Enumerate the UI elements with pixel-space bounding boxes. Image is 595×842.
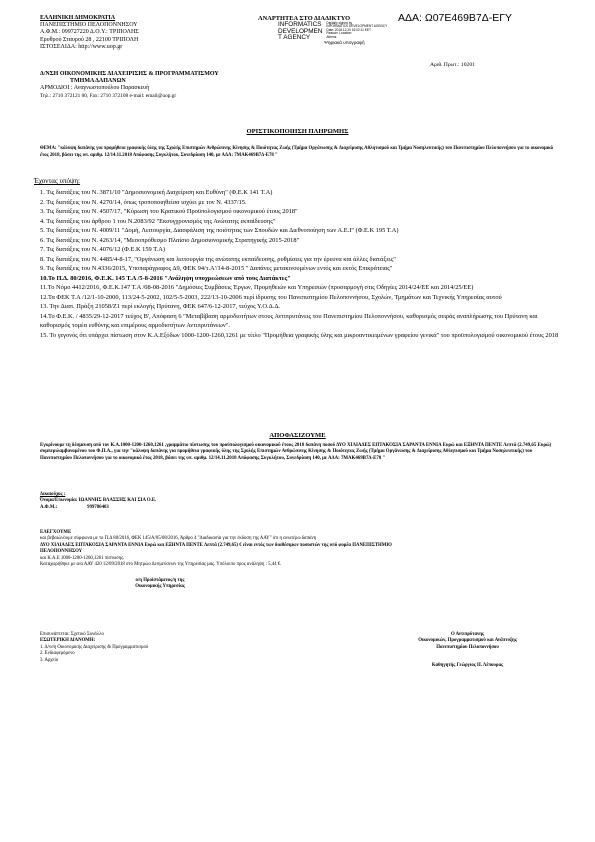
decision-text: Εγκρίνουμε τη δέσμευση από τον Κ.Α.1000-1200-1260,1261 ,γραμμάτιο πίστωσης του προϋπολογισμού οικονομικού έτους 2018 δαπάνη ποσού ΔΥΟ ΧΙΛΙΑΔΕΣ ΕΠΤΑΚΟΣΙΑ ΣΑΡΑΝΤΑ ΕΝΝΙΑ Ευρώ και ΕΞΗΝΤΑ ΠΕΝΤΕ Λεπτά (2.749,65 Ευρώ) συμπεριλαμβανομένου του Φ.Π.Α., για την "κάλυψη δαπάνης για προμήθεια γραφικής ύλης της Σχολής Επιστημών Ανθρώπινης Κίνησης & Ποιότητας Ζωής (Τμήμα Οργάνωσης & Διαχείρισης Αθλητισμού και Τμήμα Νοσηλευτικής) του Πανεπιστημίου Πελοποννήσου για το οικονομικό έτος 2018, βάσει της υπ. αριθμ. 12/14.11.2018 Απόφασης Συγκλήτου, Συνεδρίαση 140, με ΑΔΑ: 7ΜΑΚ469Β7Δ-Ε78 " bbox=[40, 443, 552, 461]
signatory-block bbox=[380, 632, 555, 670]
internal-item-2: 2. Ενδιαφερόμενο bbox=[40, 651, 75, 657]
attached-note: Επισυνάπτεται: Σχετικό Συνάλλο bbox=[40, 632, 104, 637]
head-service-line-1: ο/η Προϊστάμενος/η της bbox=[135, 578, 185, 583]
signatory-line-1: Ο Αντιπρύτανης bbox=[450, 632, 485, 637]
consideration-item: 1. Τις διατάξεις του Ν. 3871/10 "Δημοσιονομική Διαχείριση και Ευθύνη" (Φ.Ε.Κ 141 Τ.Α) bbox=[40, 189, 273, 196]
signature-line-1: INFORMATICS bbox=[278, 21, 322, 28]
consideration-item: 7. Τις διατάξεις του Ν. 4076/12 (Φ.Ε.Κ 159 Τ.Α) bbox=[40, 246, 166, 253]
signature-small-1: Digitally signed by bbox=[326, 21, 353, 25]
posted-title: ΑΝΑΡΤΗΤΕΑ ΣΤΟ ΔΙΑΔΙΚΤΥΟ bbox=[258, 15, 351, 22]
verify-line-1: και βεβαιώνουμε σύμφωνα με το Π.Δ 80/2016, ΦΕΚ 145/Α/05/08/2016, Άρθρο 4 "Διαδικασία για την έκδοση της ΑΑΥ" ότι η ανωτέρω δαπάνη bbox=[40, 536, 317, 542]
signature-small-2: INFORMATICS DEVELOPMENT AGENCY bbox=[326, 24, 388, 29]
signature-line-2: DEVELOPMEN bbox=[278, 27, 323, 35]
considerations-list bbox=[40, 188, 565, 340]
consideration-item: 11.Το Νόμο 4412/2016, Φ.Ε.Κ.147 Τ.Α /08-08-2016 "Δημόσιες Συμβάσεις Έργων, Προμηθειών και Υπηρεσιών (προσαρμογή στις Οδηγίες 2014/24/ΕΕ και 2014/25/ΕΕ) bbox=[40, 284, 474, 291]
verify-line-3: ΠΕΛΟΠΟΝΝΗΣΟΥ bbox=[40, 549, 83, 555]
beneficiary-heading: Δικαιούχος : bbox=[40, 492, 66, 497]
beneficiary-name: Όνομα/Επωνυμία: ΙΩΑΝΝΗΣ ΒΛΑΣΣΗΣ ΚΑΙ ΣΙΑ Ο.Ε. bbox=[40, 498, 157, 504]
consideration-item: 13. Την Διαπ. Πράξη 21058/Ζ1 περί εκλογής Πρύτανη, ΦΕΚ 647/6-12-2017, τεύχος Υ.Ο.Δ.Δ. bbox=[40, 303, 281, 310]
distribution-block bbox=[40, 632, 148, 664]
verify-line-5: Καταχωρήθηκε με α/α ΑΑΥ 420 12/09/2018 στο Μητρώο Δεσμεύσεων της Υπηρεσίας μας. Υπόλοιπο προς ανάληψη : 5,44 €. bbox=[40, 562, 282, 568]
consideration-item: 8. Τις διατάξεις του Ν. 4485/4-8-17, "Οργάνωση και λειτουργία της ανώτατης εκπαίδευσης, ρυθμίσεις για την έρευνα και άλλες διατάξεις" bbox=[40, 255, 396, 263]
decision-title: ΑΠΟΦΑΣΙΖΟΥΜΕ bbox=[269, 432, 326, 439]
country-heading: ΕΛΛΗΝΙΚΗ ΔΗΜΟΚΡΑΤΙΑ bbox=[40, 15, 116, 21]
internal-distribution-heading: ΕΣΩΤΕΡΙΚΗ ΔΙΑΝΟΜΗ: bbox=[40, 638, 96, 644]
consideration-item: 10.Το Π.Δ. 80/2016, Φ.Ε.Κ. 145 Τ.Α /5-8-2016 "Ανάληψη υποχρεώσεων από τους Διατάκτες" bbox=[40, 274, 291, 282]
signatory-line-2: Οικονομικών, Προγραμματισμού και Ανάπτυξης bbox=[418, 638, 517, 644]
consideration-item: 15. Το γεγονός ότι υπάρχει πίστωση στον Κ.Α.Εξόδων 1000-1200-1260,1261 με τίτλο "Προμήθεια γραφικής ύλης και μικροαντικειμένων γραφείου γενικά" του προϋπολογισμού οικονομικού έτους 2018 bbox=[40, 331, 559, 339]
verify-line-2: ΔΥΟ ΧΙΛΙΑΔΕΣ ΕΠΤΑΚΟΣΙΑ ΣΑΡΑΝΤΑ ΕΝΝΙΑ Ευρώ και ΕΞΗΝΤΑ ΠΕΝΤΕ Λεπτά (2.749,65) € είναι εντός των διαθέσιμων ποσοστών της υπό φορέα ΠΑΝΕΠΙΣΤΗΜΙΟ bbox=[40, 542, 392, 548]
beneficiary-afm-label: Α.Φ.Μ.: bbox=[40, 504, 58, 510]
signatory-name: Καθηγητής Γεώργιος Π. Λέπουρας bbox=[431, 663, 504, 669]
signatory-line-3: Πανεπιστημίου Πελοποννήσου bbox=[436, 644, 499, 650]
consideration-item: 14.Το Φ.Ε.Κ. / 4835/29-12-2017 τεύχος Β', Απόφαση 6 "Μεταβίβαση αρμοδιοτήτων στους Αντιπρυτάνεις του Πανεπιστημίου Πελοποννήσου, καθορισμός σειράς αναπλήρωσης του Πρύτανη και καθορισμός τομέα ευθύνης και επιμέρους αρμοδιοτήτων Αντιπρυτάνεων". bbox=[40, 312, 538, 329]
beneficiary-block bbox=[40, 492, 156, 511]
having-regard-heading: Έχοντας υπόψη: bbox=[34, 177, 80, 185]
internal-item-1: 1. Δ/νση Οικονομικής Διαχείρισης & Προγραμματισμού bbox=[40, 644, 149, 650]
digital-signature-stamp bbox=[278, 22, 387, 45]
university-website: ΙΣΤΟΣΕΛΙΔΑ: http://www.uop.gr bbox=[40, 43, 123, 50]
consideration-item: 4. Τις διατάξεις του άρθρου 1 του Ν.2083/92 "Εκσυγχρονισμός της Ανώτατης εκπαίδευσης" bbox=[40, 217, 276, 225]
verify-line-4: και Κ.Α.Ε 1000-1200-1260,1261 πίστωσης. bbox=[40, 555, 125, 561]
university-name: ΠΑΝΕΠΙΣΤΗΜΙΟ ΠΕΛΟΠΟΝΝΗΣΟΥ bbox=[40, 22, 138, 29]
university-address: Ερυθρού Σταυρού 28 , 22100 ΤΡΙΠΟΛΗ bbox=[40, 36, 139, 43]
consideration-item: 2. Τις διατάξεις του Ν. 4270/14, όπως τροποποιηθείσα ισχύει με τον Ν. 4337/15. bbox=[40, 198, 247, 206]
signature-small-4: Reason: Location: bbox=[326, 31, 353, 36]
protocol-number: Αριθ. Πρωτ.: 10201 bbox=[430, 62, 475, 68]
head-service-line-2: Οικονομικής Υπηρεσίας bbox=[135, 584, 185, 590]
consideration-item: 5. Τις διατάξεις του Ν. 4009/11 "Δομή, Λειτουργία, Διασφάλιση της ποιότητας των Σπουδών και Διεθνοποίηση των Α.Ε.Ι" (Φ.Ε.Κ 195 Τ.Α) bbox=[40, 227, 399, 234]
signature-line-4: Ψηφιακά bbox=[324, 39, 342, 45]
signature-small-5: Athens bbox=[326, 34, 337, 39]
consideration-item: 6. Τις διατάξεις του Ν. 4263/14, "Μεσοπρόθεσμο Πλαίσιο Δημοσιονομικής Στρατηγικής 2015-2018" bbox=[40, 236, 300, 244]
beneficiary-afm-value: 999786403 bbox=[87, 504, 109, 510]
department-name: ΤΜΗΜΑ ΔΑΠΑΝΩΝ bbox=[70, 78, 126, 85]
verify-block bbox=[40, 530, 565, 568]
consideration-item: 9. Τις διατάξεις του Ν.4336/2015, Υποπαράγραφος Δ9, ΦΕΚ 94/τ.Α'/14-8-2015 " Δαπάνες μετακινουμένων εντός και εκτός Επικράτειας" bbox=[40, 265, 393, 272]
consideration-item: 12.Τα ΦΕΚ Τ.Α /12/1-10-2000, 113/24-5-2002, 102/5-5-2003, 222/13-10-2006 περί ίδρυσης του Πανεπιστημίου Πελοποννήσου, Σχολών, Τμημάτων και Τεχνικής Υπηρεσίας αυτού bbox=[40, 293, 502, 301]
signature-line-3: T AGENCY bbox=[278, 34, 311, 42]
directorate-name: Δ/ΝΣΗ ΟΙΚΟΝΟΜΙΚΗΣ ΔΙΑΧΕΙΡΙΣΗΣ & ΠΡΟΓΡΑΜΜΑΤΙΣΜΟΥ bbox=[40, 71, 219, 77]
consideration-item: 3. Τις διατάξεις του Ν. 4507/17, "Κύρωση του Κρατικού Προϋπολογισμού οικονομικού έτους 2018" bbox=[40, 208, 298, 215]
signature-small-3: Date: 2018.12.20 15:02:11 EET bbox=[326, 27, 372, 32]
verify-heading: ΕΛΕΓΧΟΥΜΕ bbox=[40, 530, 72, 535]
responsible-person: ΑΡΜΟΔΙΟΙ : Αναγνωστοπούλου Παρασκευή bbox=[40, 85, 150, 92]
contact-info: Τηλ.: 2710 372121 00, Fax: 2710 372108 e-mail: email@uop.gr bbox=[40, 92, 177, 99]
directorate-block bbox=[40, 71, 219, 100]
subject-text: ΘΕΜΑ: "κάλυψη δαπάνης για προμήθεια γραφικής ύλης της Σχολής Επιστημών Ανθρώπινης Κίνησης & Ποιότητας Ζωής (Τμήμα Οργάνωσης & Διαχείρισης Αθλητισμού και Τμήμα Νοσηλευτικής) του Πανεπιστημίου Πελοποννήσου για το οικονομικό έτος 2018, βάσει της υπ. αριθμ. 12/14.11.2018 Απόφασης Συγκλήτου, Συνεδρίαση 140, με ΑΔΑ: 7ΜΑΚ469Β7Δ-Ε78 " bbox=[40, 146, 554, 159]
ada-code: ΑΔΑ: Ω07Ε469Β7Δ-ΕΓΥ bbox=[398, 12, 513, 24]
university-afm: Α.Φ.Μ.: 099727220 Δ.Ο.Υ.: ΤΡΙΠΟΛΗΣ bbox=[40, 29, 139, 36]
document-title: ΟΡΙΣΤΙΚΟΠΟΙΗΣΗ ΠΛΗΡΩΜΗΣ bbox=[246, 128, 349, 135]
signature-line-5: υπογραφή bbox=[343, 39, 365, 45]
head-service-block bbox=[90, 578, 230, 591]
internal-item-3: 3. Αρχείο bbox=[40, 657, 59, 663]
sender-block bbox=[40, 15, 139, 51]
